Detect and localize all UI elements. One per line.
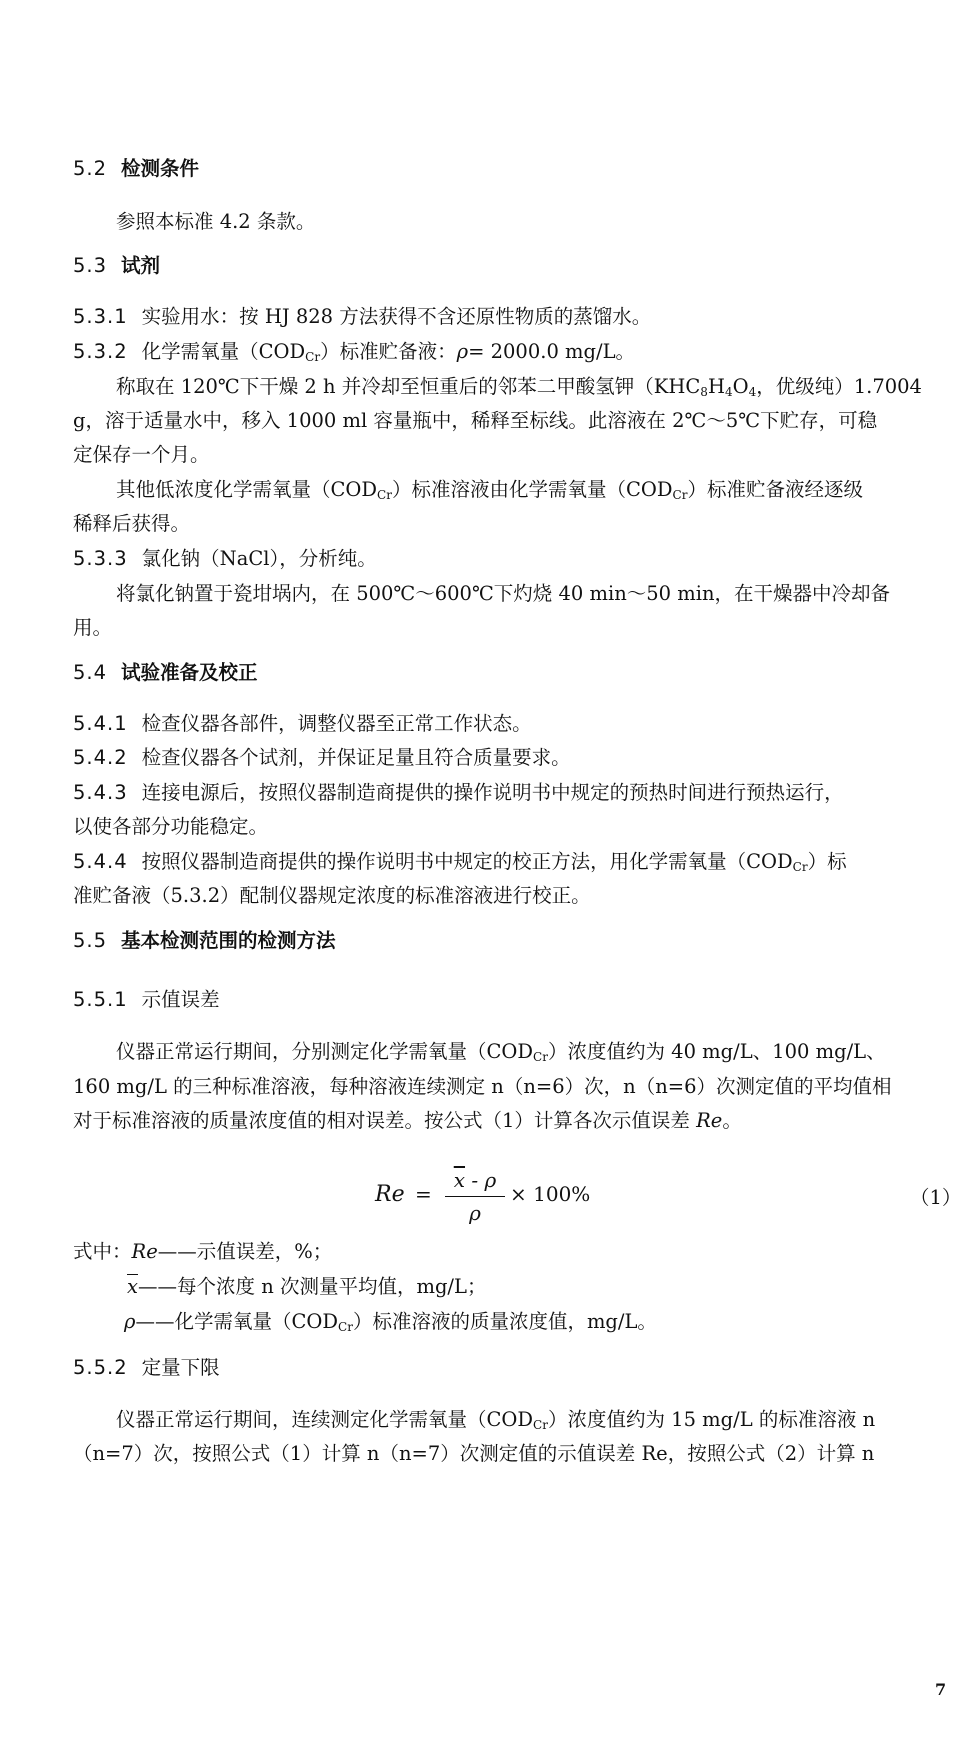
paragraph: 将氯化钠置于瓷坩埚内，在 500℃～600℃下灼烧 40 min～50 min，在干燥器中冷却备 <box>116 582 891 605</box>
formula-equals: = <box>415 1182 432 1206</box>
section-heading-5-4: 5.4 试验准备及校正 <box>73 661 258 684</box>
paragraph-line: 定保存一个月。 <box>73 443 210 466</box>
clause-5-3-1: 5.3.1 实验用水：按 HJ 828 方法获得不含还原性物质的蒸馏水。 <box>73 305 652 328</box>
clause-5-4-2: 5.4.2 检查仪器各个试剂，并保证足量且符合质量要求。 <box>73 746 571 769</box>
formula-denominator: ρ <box>469 1201 481 1225</box>
paragraph-line: 用。 <box>73 616 113 639</box>
formula-lhs: Re <box>375 1182 405 1207</box>
subsection-heading-5-5-2: 5.5.2 定量下限 <box>73 1356 220 1379</box>
paragraph-line: 稀释后获得。 <box>73 512 191 535</box>
fraction-bar <box>445 1196 505 1197</box>
clause-5-3-3: 5.3.3 氯化钠（NaCl），分析纯。 <box>73 547 377 570</box>
paragraph: 仪器正常运行期间，连续测定化学需氧量$(COD_{Cr})$浓度值约为 15 mg/L 的标准溶液 n <box>116 1408 876 1432</box>
page-number: 7 <box>935 1680 947 1699</box>
section-heading-5-2: 5.2 检测条件 <box>73 157 200 180</box>
paragraph: 仪器正常运行期间，分别测定化学需氧量$(COD_{Cr})$浓度值约为 40 mg/L、100 mg/L、 <box>116 1040 886 1064</box>
paragraph-line: 准贮备液（5.3.2）配制仪器规定浓度的标准溶液进行校正。 <box>73 884 591 907</box>
paragraph-line: （n=7）次，按照公式（1）计算 n（n=7）次测定值的示值误差 Re，按照公式（2）计算 n <box>73 1442 875 1465</box>
paragraph: 其他低浓度化学需氧量$(COD_{Cr})$标准溶液由化学需氧量$(COD_{Cr})$标准贮备液经逐级 <box>116 478 863 502</box>
clause-5-3-2: 5.3.2 化学需氧量$(COD_{Cr})$标准贮备液：ρ= 2000.0 mg/L。 <box>73 340 636 364</box>
paragraph-line: g，溶于适量水中，移入 1000 ml 容量瓶中，稀释至标线。此溶液在 2℃～5℃下贮存，可稳 <box>73 409 878 432</box>
where-line-2: $\overline{x}——$每个浓度 n 次测量平均值，mg/L； <box>127 1275 487 1298</box>
formula-multiplier: × 100% <box>510 1182 591 1206</box>
formula-fraction <box>445 1168 505 1225</box>
clause-5-4-3: 5.4.3 连接电源后，按照仪器制造商提供的操作说明书中规定的预热时间进行预热运行， <box>73 781 844 804</box>
paragraph: 称取在 120℃下干燥 2 h 并冷却至恒重后的邻苯二甲酸氢钾（$KHC_8H_4O_4$，优级纯）1.7004 <box>116 375 922 399</box>
section-heading-5-3: 5.3 试剂 <box>73 254 161 277</box>
paragraph-line: 对于标准溶液的质量浓度值的相对误差。按公式（1）计算各次示值误差 Re。 <box>73 1109 742 1132</box>
paragraph-line: 以使各部分功能稳定。 <box>73 815 269 838</box>
equation-number: （1） <box>910 1186 962 1209</box>
clause-5-4-1: 5.4.1 检查仪器各部件，调整仪器至正常工作状态。 <box>73 712 532 735</box>
paragraph: 参照本标准 4.2 条款。 <box>116 210 316 233</box>
formula-1 <box>375 1168 595 1248</box>
clause-5-4-4: 5.4.4 按照仪器制造商提供的操作说明书中规定的校正方法，用化学需氧量$(COD_{Cr})$标 <box>73 850 847 874</box>
subsection-heading-5-5-1: 5.5.1 示值误差 <box>73 988 220 1011</box>
section-heading-5-5: 5.5 基本检测范围的检测方法 <box>73 929 336 952</box>
where-line-1: 式中：Re——示值误差，%； <box>73 1240 333 1263</box>
paragraph-line: 160 mg/L 的三种标准溶液，每种溶液连续测定 n（n=6）次，n（n=6）次测定值的平均值相 <box>73 1075 892 1098</box>
formula-numerator: $\overline{x}$ - ρ <box>453 1168 497 1192</box>
where-line-3: ρ——化学需氧量$(COD_{Cr})$标准溶液的质量浓度值，mg/L。 <box>124 1310 657 1334</box>
